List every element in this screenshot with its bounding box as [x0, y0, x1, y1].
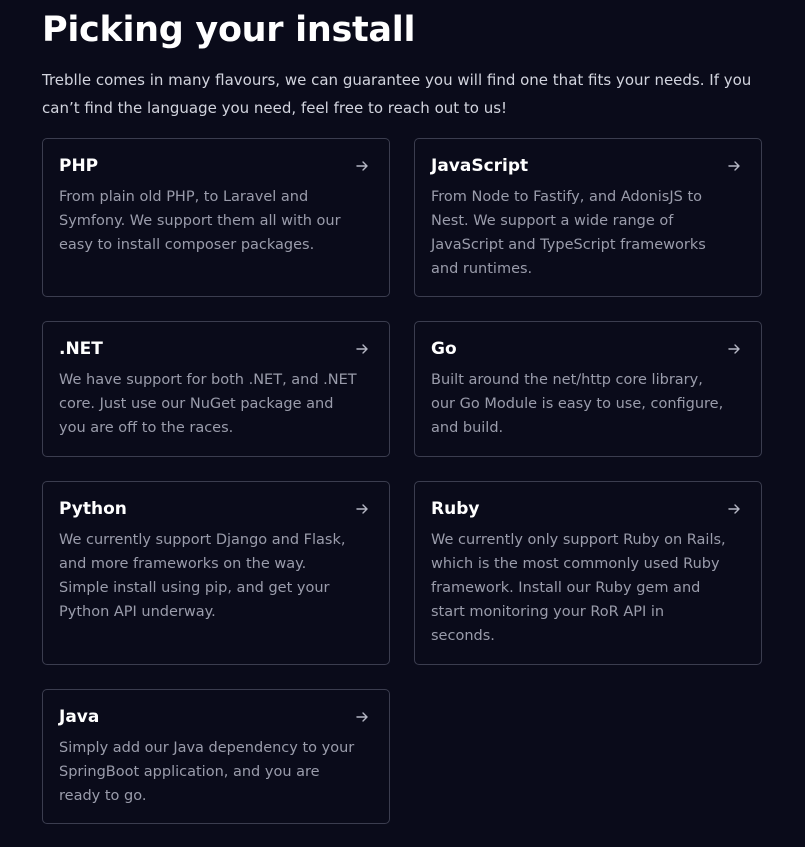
card-title: Go [431, 339, 457, 359]
card-title: Java [59, 707, 100, 727]
card-title: JavaScript [431, 156, 529, 176]
install-card-go[interactable] [414, 321, 762, 457]
page-title: Picking your install [42, 10, 416, 50]
install-card-javascript[interactable] [414, 138, 762, 297]
arrow-right-icon [727, 502, 741, 516]
arrow-right-icon [727, 342, 741, 356]
arrow-right-icon [355, 710, 369, 724]
arrow-right-icon [727, 159, 741, 173]
card-title: .NET [59, 339, 103, 359]
card-title: PHP [59, 156, 99, 176]
card-description: Built around the net/http core library, our Go Module is easy to use, configure, and build. [431, 372, 724, 436]
install-card-java[interactable] [42, 689, 390, 824]
arrow-right-icon [355, 159, 369, 173]
card-description: From Node to Fastify, and AdonisJS to Nest. We support a wide range of JavaScript and TypeScript frameworks and runtimes. [431, 189, 706, 277]
install-card-dotnet[interactable] [42, 321, 390, 457]
card-title: Python [59, 499, 127, 519]
page-intro: Treblle comes in many flavours, we can guarantee you will find one that fits your needs. If you can’t find the language you need, feel free to reach out to us! [42, 71, 752, 117]
arrow-right-icon [355, 342, 369, 356]
card-title: Ruby [431, 499, 480, 519]
card-description: From plain old PHP, to Laravel and Symfony. We support them all with our easy to install composer packages. [59, 189, 341, 253]
install-card-python[interactable] [42, 481, 390, 665]
card-description: We currently only support Ruby on Rails, which is the most commonly used Ruby framework. Install our Ruby gem and start monitoring your RoR API in seconds. [431, 532, 726, 644]
card-description: We have support for both .NET, and .NET core. Just use our NuGet package and you are off to the races. [59, 372, 357, 436]
install-card-php[interactable] [42, 138, 390, 297]
card-description: Simply add our Java dependency to your SpringBoot application, and you are ready to go. [59, 740, 355, 804]
card-description: We currently support Django and Flask, and more frameworks on the way. Simple install using pip, and get your Python API underway. [59, 532, 346, 620]
arrow-right-icon [355, 502, 369, 516]
install-card-ruby[interactable] [414, 481, 762, 665]
